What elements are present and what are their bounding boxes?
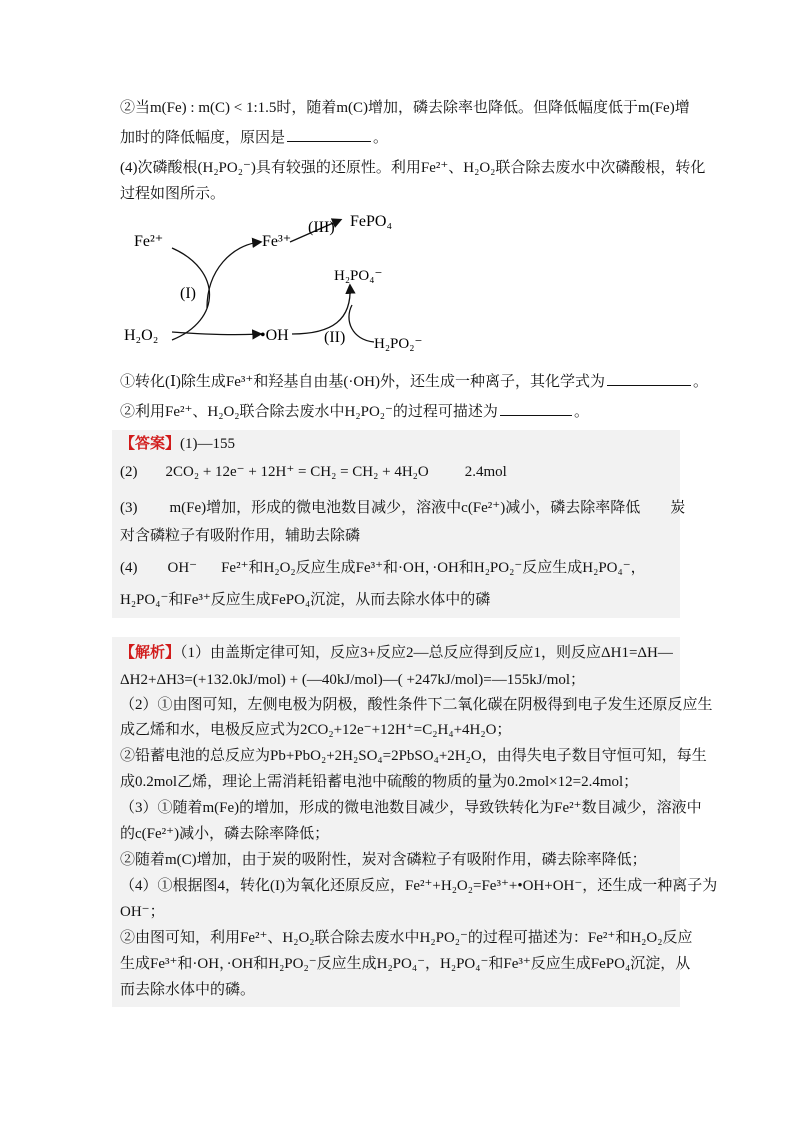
answer-line6: H₂PO₄⁻和Fe³⁺反应生成FePO₄沉淀，从而去除水体中的磷 — [120, 592, 491, 608]
answer-blank[interactable] — [287, 127, 371, 142]
explain-line5: ②铅蓄电池的总反应为Pb+PbO₂+2H₂SO₄=2PbSO₄+2H₂O，由得失电子数目守恒可知，每生 — [120, 748, 707, 764]
oh-label: •OH — [260, 327, 289, 344]
step3-label: (III) — [308, 219, 335, 236]
arrow-from-h2po2 — [349, 305, 374, 342]
explain-line7: （3）①随着m(Fe)的增加，形成的微电池数目减少，导致铁转化为Fe²⁺数目减少，溶液中 — [120, 800, 702, 816]
explain-line10: （4）①根据图4，转化(I)为氧化还原反应，Fe²⁺+H₂O₂=Fe³⁺+•OH+OH⁻，还生成一种离子为 — [120, 878, 718, 894]
explain-line11: OH⁻； — [120, 904, 165, 920]
h2o2-label: H₂O₂ — [124, 327, 159, 344]
q3-part2-line2: 加时的降低幅度，原因是 。 — [120, 126, 685, 150]
answer-line1: 【答案】(1)—155 — [120, 436, 236, 452]
explain-line3: （2）①由图可知，左侧电极为阴极，酸性条件下二氧化碳在阴极得到电子发生还原反应生 — [120, 697, 713, 713]
answer-blank[interactable] — [500, 401, 572, 416]
explain-line13: 生成Fe³⁺和·OH，·OH和H₂PO₂⁻反应生成H₂PO₄⁻，H₂PO₄⁻和Fe³⁺反应生成FePO₄沉淀，从 — [120, 956, 691, 972]
answer-line5: (4) OH⁻ Fe²⁺和H₂O₂反应生成Fe³⁺和·OH，·OH和H₂PO₂⁻反应生成H₂PO₄⁻， — [120, 560, 646, 576]
answer-line2: (2) 2CO₂ + 12e⁻ + 12H⁺ = CH₂ = CH₂ + 4H₂O 2.4mol — [120, 464, 507, 480]
explain-line4: 成乙烯和水，电极反应式为2CO₂+12e⁻+12H⁺=C₂H₄+4H₂O； — [120, 722, 512, 738]
explain-line14: 而去除水体中的磷。 — [120, 982, 256, 998]
h2po2-label: H₂PO₂⁻ — [374, 336, 423, 352]
answer-line3: (3) m(Fe)增加，形成的微电池数目减少，溶液中c(Fe²⁺)减小，磷去除率降低 炭 — [120, 500, 686, 516]
answer-line4: 对含磷粒子有吸附作用，辅助去除磷 — [120, 528, 361, 544]
arrow-to-h2po4 — [292, 286, 350, 334]
step1-label: (I) — [180, 285, 196, 302]
q4-intro-line1: (4)次磷酸根(H₂PO₂⁻)具有较强的还原性。利用Fe²⁺、H₂O₂联合除去废水中次磷酸根，转化 — [120, 160, 706, 176]
fe2-label: Fe²⁺ — [134, 233, 164, 250]
explain-line12: ②由图可知，利用Fe²⁺、H₂O₂联合除去废水中H₂PO₂⁻的过程可描述为：Fe²⁺和H₂O₂反应 — [120, 930, 693, 946]
h2po4-label: H₂PO₄⁻ — [334, 268, 383, 284]
q3-part2-line1: ②当m(Fe) : m(C) < 1:1.5时，随着m(C)增加，磷去除率也降低。但降低幅度低于m(Fe)增 — [120, 100, 690, 116]
answer-blank[interactable] — [607, 371, 691, 386]
explain-line8: 的c(Fe²⁺)减小，磷去除率降低； — [120, 826, 330, 842]
explain-line2: ΔH2+ΔH3=(+132.0kJ/mol) + (—40kJ/mol)—( +247kJ/mol)=—155kJ/mol； — [120, 672, 586, 688]
explain-line1: 【解析】（1）由盖斯定律可知，反应3+反应2—总反应得到反应1，则反应ΔH1=ΔH— — [120, 645, 673, 661]
arc-to-oh — [172, 332, 260, 335]
fe3-label: Fe³⁺ — [262, 233, 292, 250]
q4-intro-line2: 过程如图所示。 — [120, 186, 226, 202]
arc-to-fe3 — [207, 242, 260, 308]
explain-line9: ②随着m(C)增加，由于炭的吸附性，炭对含磷粒子有吸附作用，磷去除率降低； — [120, 852, 647, 868]
q4-part2: ②利用Fe²⁺、H₂O₂联合除去废水中H₂PO₂⁻的过程可描述为 。 — [120, 400, 685, 424]
explain-line6: 成0.2mol乙烯，理论上需消耗铅蓄电池中硫酸的物质的量为0.2mol×12=2.4mol； — [120, 774, 639, 790]
reaction-cycle-diagram — [112, 210, 442, 360]
q4-part1: ①转化(Ⅰ)除生成Fe³⁺和羟基自由基(·OH)外，还生成一种离子，其化学式为 。 — [120, 370, 685, 394]
fepo4-label: FePO₄ — [350, 213, 393, 230]
step2-label: (II) — [324, 329, 346, 346]
